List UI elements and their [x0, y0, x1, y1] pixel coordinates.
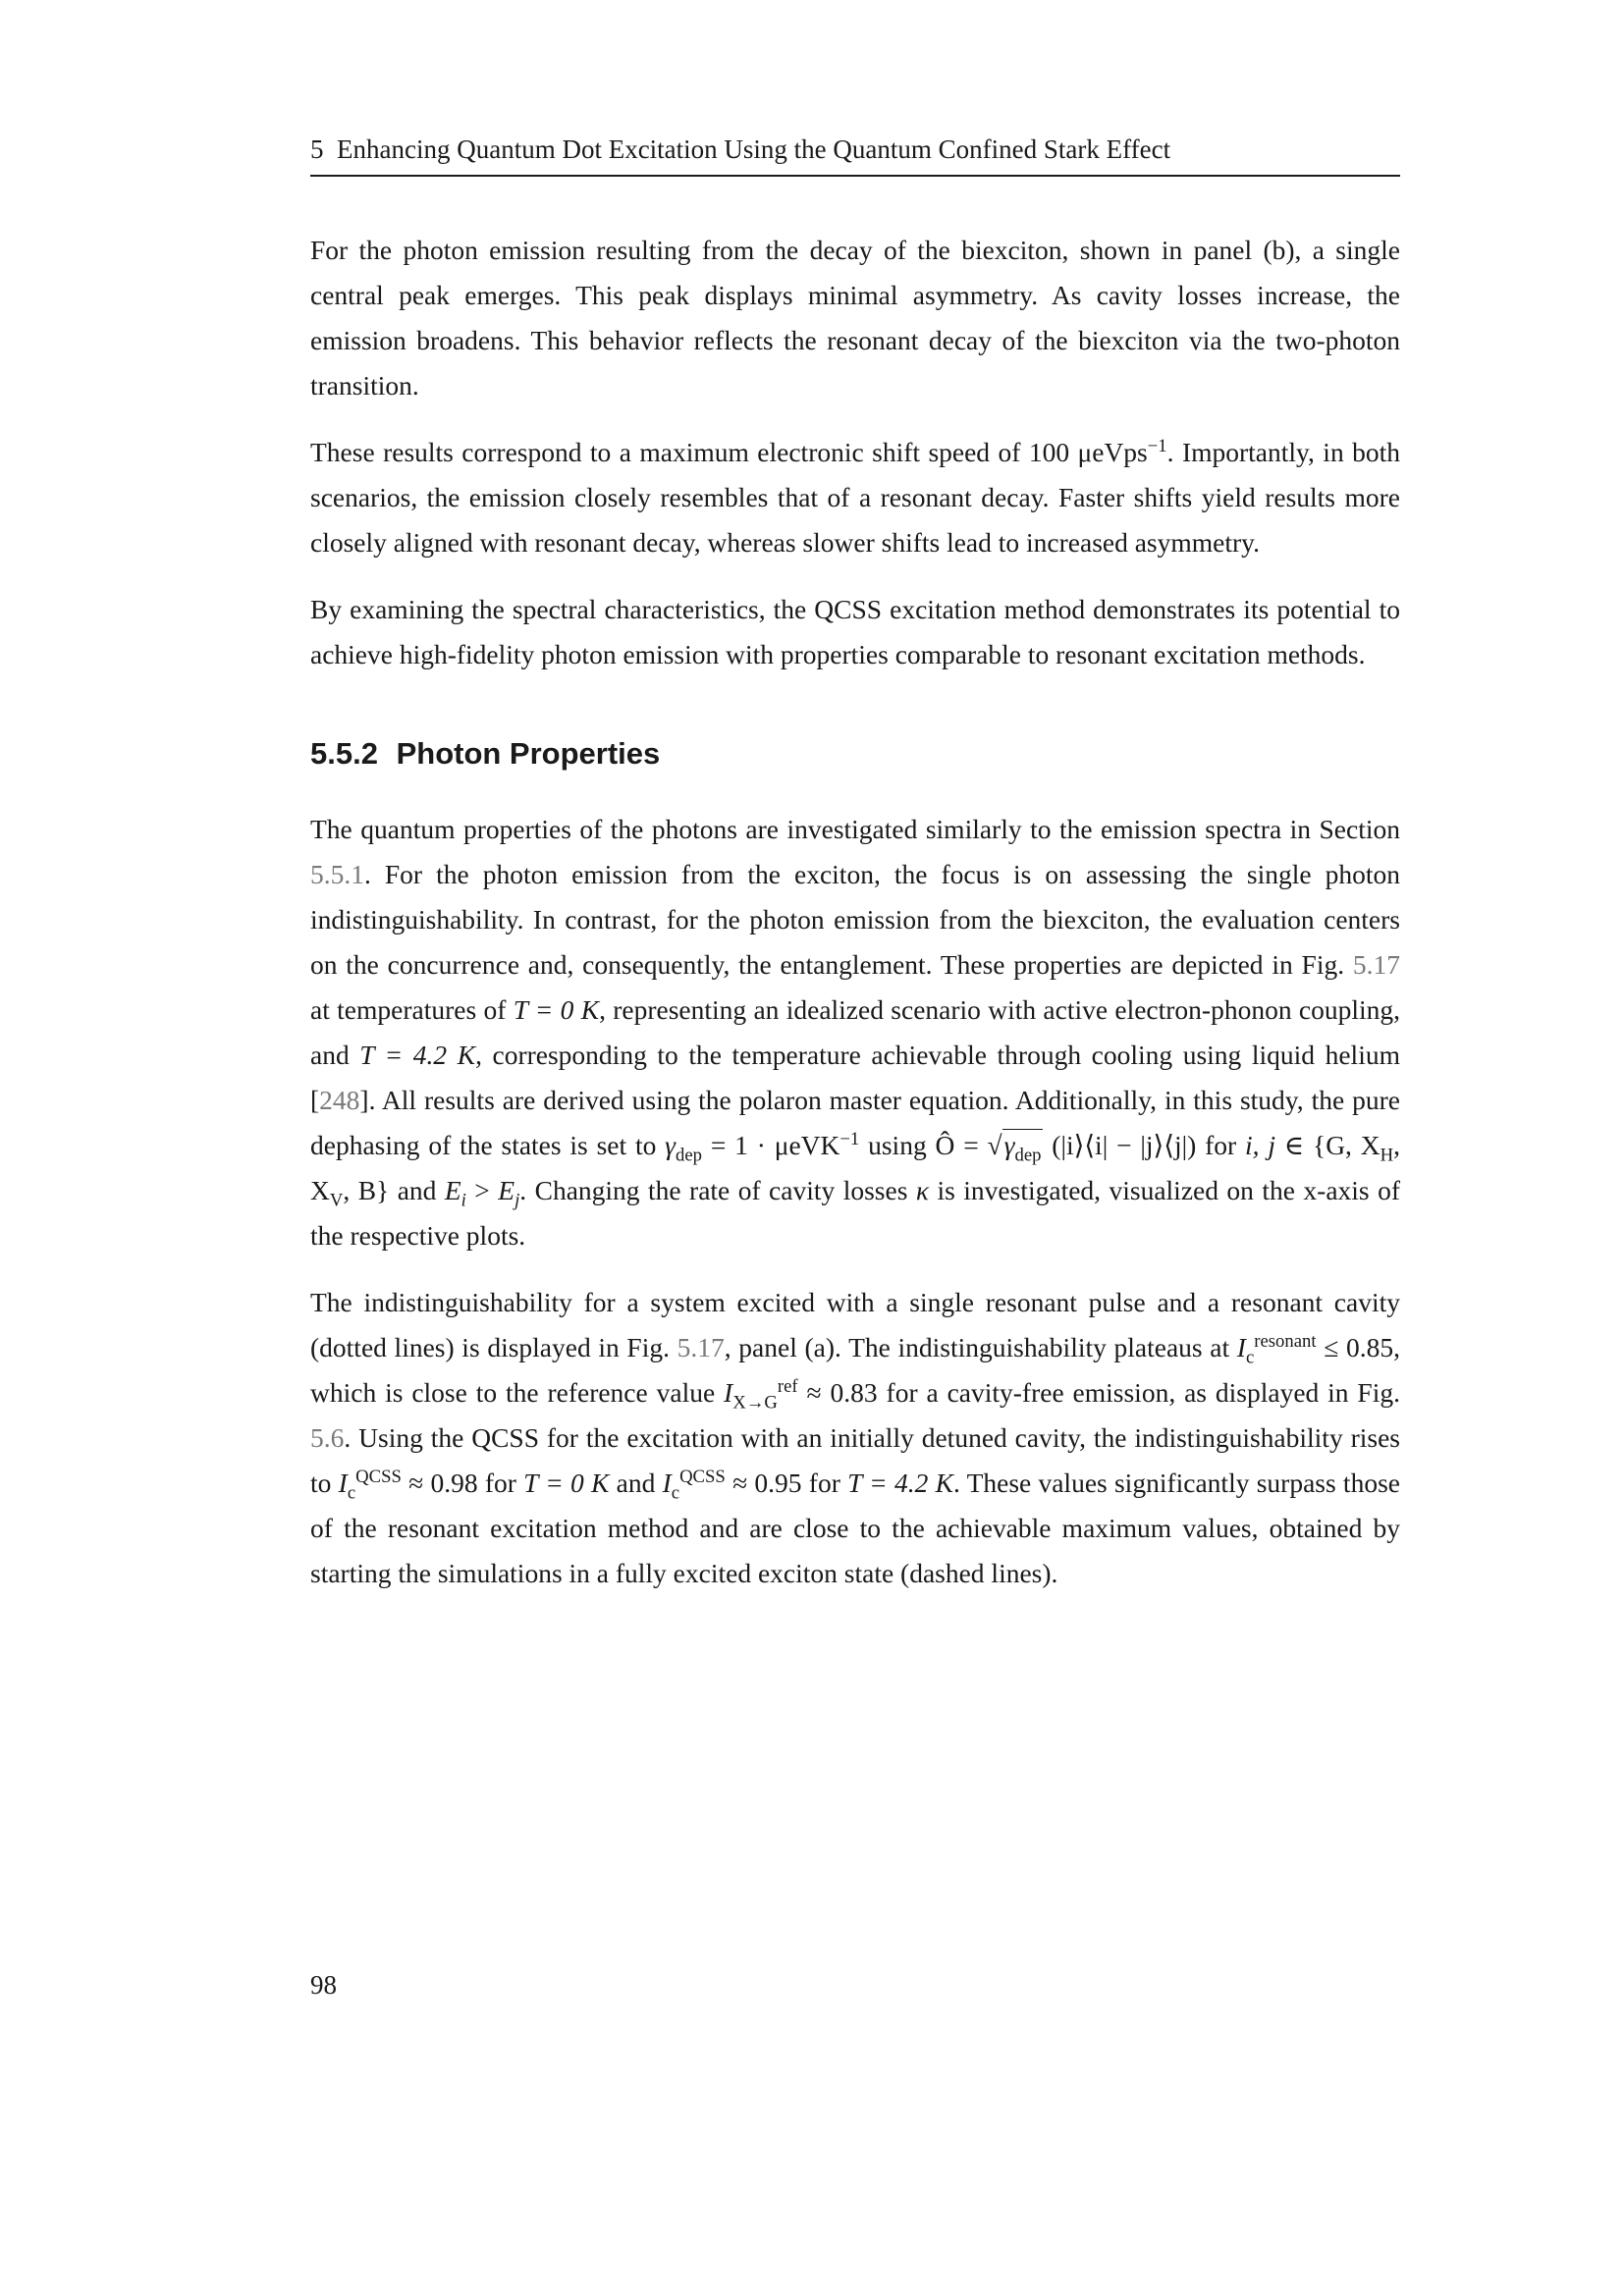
kappa-symbol: κ	[915, 1175, 930, 1205]
p4-text: ∈ {G, X	[1274, 1130, 1380, 1160]
p5-text: ≈ 0.98 for	[401, 1468, 524, 1498]
gamma-symbol: γ	[1003, 1130, 1015, 1160]
indistinguishability-symbol: I	[662, 1468, 672, 1498]
gamma-symbol: γ	[665, 1130, 677, 1160]
p5-text: The indistinguishability for a system excited with a single resonant pulse and a resonant cavity (dotted lines) is displayed in Fig.	[310, 1287, 1400, 1362]
energy-j-subscript: j	[514, 1190, 520, 1211]
p4-text: (|i⟩⟨i| − |j⟩⟨j|) for	[1043, 1130, 1245, 1160]
p5-text: . Using the QCSS for the excitation with an initially detuned cavity, the indistinguishability rises to	[310, 1422, 1400, 1498]
p4-text: , corresponding to the temperature achievable through cooling using liquid helium [	[310, 1040, 1400, 1115]
section-reference-link[interactable]: 5.5.1	[310, 859, 364, 889]
p4-text: , X	[310, 1130, 1400, 1205]
section-title: Photon Properties	[396, 736, 661, 771]
figure-reference-link[interactable]: 5.6	[310, 1422, 345, 1453]
section-heading	[310, 734, 1400, 774]
paragraph-indistinguishability	[310, 1280, 1400, 1596]
indistinguishability-subscript: c	[671, 1482, 680, 1504]
p5-text: ≈ 0.83 for a cavity-free emission, as displayed in Fig.	[797, 1377, 1400, 1408]
p4-text: ]. All results are derived using the polaron master equation. Additionally, in this study, the pure dephasing of the states is set to	[310, 1085, 1400, 1160]
temperature-helium: T = 4.2 K	[359, 1040, 476, 1070]
indistinguishability-superscript: QCSS	[355, 1466, 402, 1487]
indistinguishability-subscript: c	[1245, 1347, 1255, 1368]
unit-superscript: −1	[839, 1128, 860, 1149]
gamma-subscript: dep	[676, 1145, 702, 1166]
gamma-subscript: dep	[1014, 1145, 1042, 1166]
sqrt-radicand	[1002, 1129, 1044, 1166]
temperature-zero: T = 0 K	[513, 994, 600, 1025]
indistinguishability-superscript: QCSS	[679, 1466, 726, 1487]
header-chapter-number: 5	[310, 134, 324, 164]
sqrt-symbol: √	[987, 1130, 1002, 1160]
figure-reference-link[interactable]: 5.17	[1352, 949, 1400, 980]
citation-link[interactable]: 248	[319, 1085, 360, 1115]
energy-j: E	[498, 1175, 515, 1205]
indistinguishability-subscript: c	[347, 1482, 356, 1504]
p5-text: ≈ 0.95 for	[725, 1468, 848, 1498]
p5-text: , panel (a). The indistinguishability plateaus at	[724, 1332, 1237, 1362]
figure-reference-link[interactable]: 5.17	[677, 1332, 725, 1362]
xh-subscript: H	[1380, 1145, 1394, 1166]
p2-superscript: −1	[1147, 435, 1167, 456]
p4-text: >	[465, 1175, 499, 1205]
energy-i-subscript: i	[460, 1190, 466, 1211]
page-number: 98	[310, 1970, 337, 2000]
p4-text: , representing an idealized scenario with active electron-phonon coupling, and	[310, 994, 1400, 1070]
page-body	[310, 228, 1400, 1618]
p5-text: . These values significantly surpass those of the resonant excitation method and are close to the achievable maximum values, obtained by starting the simulations in a fully excited exciton state (dashed lines).	[310, 1468, 1400, 1588]
indistinguishability-subscript: X→G	[732, 1392, 778, 1414]
p2-text-b: . Importantly, in both scenarios, the emission closely resembles that of a resonant decay. Faster shifts yield results more closely aligned with resonant decay, whereas slower shifts lead to increased asymmetry.	[310, 437, 1401, 558]
p5-text: and	[609, 1468, 663, 1498]
xv-subscript: V	[329, 1190, 344, 1211]
p4-text: , B} and	[343, 1175, 445, 1205]
p4-text: . Changing the rate of cavity losses	[519, 1175, 916, 1205]
p4-text: = 1 · μeVK	[702, 1130, 840, 1160]
indistinguishability-superscript: resonant	[1254, 1330, 1317, 1352]
paragraph-spectral-summary: By examining the spectral characteristics, the QCSS excitation method demonstrates its potential to achieve high-fidelity photon emission with properties comparable to resonant excitation methods.	[310, 594, 1400, 669]
temperature-zero: T = 0 K	[523, 1468, 610, 1498]
p4-text: is investigated, visualized on the x-axis of the respective plots.	[310, 1175, 1400, 1251]
p4-text: using Ô =	[859, 1130, 988, 1160]
p5-text: ≤ 0.85, which is close to the reference value	[310, 1332, 1400, 1408]
energy-i: E	[444, 1175, 461, 1205]
p4-text: at temperatures of	[310, 994, 514, 1025]
p4-text: The quantum properties of the photons are investigated similarly to the emission spectra in Section	[310, 814, 1400, 844]
paragraph-photon-properties	[310, 807, 1400, 1258]
temperature-helium: T = 4.2 K	[847, 1468, 953, 1498]
indistinguishability-symbol: I	[724, 1377, 733, 1408]
header-chapter-title: Enhancing Quantum Dot Excitation Using the Quantum Confined Stark Effect	[337, 134, 1171, 164]
indistinguishability-superscript: ref	[777, 1375, 798, 1397]
running-header	[310, 130, 1400, 177]
indistinguishability-symbol: I	[338, 1468, 348, 1498]
p2-text-a: These results correspond to a maximum electronic shift speed of 100 μeVps	[310, 437, 1148, 467]
indistinguishability-symbol: I	[1236, 1332, 1246, 1362]
paragraph-shift-speed	[310, 430, 1400, 565]
p4-text: . For the photon emission from the exciton, the focus is on assessing the single photon indistinguishability. In contrast, for the photon emission from the biexciton, the evaluation centers on the concurrence and, consequently, the entanglement. These properties are depicted in Fig.	[310, 859, 1400, 980]
paragraph-biexciton-emission: For the photon emission resulting from the decay of the biexciton, shown in panel (b), a single central peak emerges. This peak displays minimal asymmetry. As cavity losses increase, the emission broadens. This behavior reflects the resonant decay of the biexciton via the two-photon transition.	[310, 235, 1400, 400]
index-variables: i, j	[1245, 1130, 1275, 1160]
section-number: 5.5.2	[310, 736, 378, 771]
